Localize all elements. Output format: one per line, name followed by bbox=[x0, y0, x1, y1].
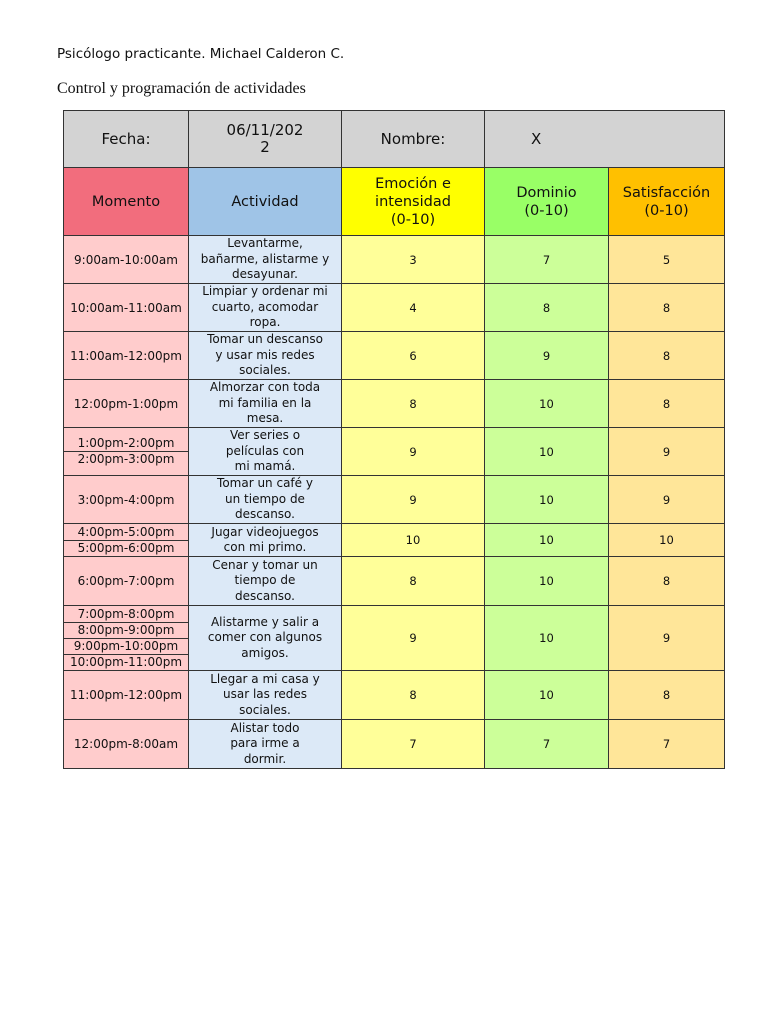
momento-cell bbox=[64, 476, 189, 524]
col-header-momento: Momento bbox=[64, 168, 189, 236]
momento-cell bbox=[64, 720, 189, 769]
table-row bbox=[64, 557, 725, 606]
actividad-line: amigos. bbox=[241, 645, 289, 660]
col-header-dominio-l2: (0-10) bbox=[524, 202, 569, 219]
satisfaccion-score: 8 bbox=[609, 332, 725, 380]
momento-time: 12:00pm-1:00pm bbox=[73, 396, 179, 411]
col-header-satis-l1: Satisfacción bbox=[622, 184, 711, 201]
actividad-line: Tomar un café y bbox=[217, 476, 313, 491]
actividad-line: Jugar videojuegos bbox=[211, 524, 319, 539]
momento-time: 9:00am-10:00am bbox=[74, 252, 178, 267]
actividad-line: mi familia en la bbox=[218, 395, 312, 410]
emocion-score: 8 bbox=[342, 380, 485, 428]
table-row bbox=[64, 428, 725, 476]
actividad-line: bañarme, alistarme y bbox=[200, 251, 330, 266]
actividad-line: cuarto, acomodar bbox=[211, 299, 319, 314]
activity-schedule-table bbox=[63, 110, 725, 769]
actividad-line: sociales. bbox=[239, 363, 291, 378]
actividad-line: ropa. bbox=[249, 315, 281, 330]
momento-time: 4:00pm-5:00pm bbox=[77, 524, 175, 539]
table-row bbox=[64, 524, 725, 557]
momento-time: 5:00pm-6:00pm bbox=[64, 540, 188, 556]
fecha-value-line1: 06/11/202 bbox=[226, 121, 304, 139]
fecha-value bbox=[189, 111, 342, 168]
emocion-score: 9 bbox=[342, 428, 485, 476]
momento-time: 10:00am-11:00am bbox=[70, 300, 182, 315]
fecha-value-line2: 2 bbox=[260, 138, 270, 156]
author-line: Psicólogo practicante. Michael Calderon C. bbox=[57, 46, 345, 62]
momento-time: 2:00pm-3:00pm bbox=[64, 451, 188, 467]
momento-time: 9:00pm-10:00pm bbox=[64, 638, 188, 654]
actividad-line: usar las redes bbox=[222, 687, 308, 702]
document-title: Control y programación de actividades bbox=[57, 80, 306, 97]
momento-time: 1:00pm-2:00pm bbox=[77, 436, 175, 450]
col-header-dominio bbox=[485, 168, 609, 236]
actividad-cell bbox=[189, 606, 342, 671]
momento-time: 8:00pm-9:00pm bbox=[64, 622, 188, 638]
dominio-score: 10 bbox=[485, 606, 609, 671]
col-header-actividad: Actividad bbox=[189, 168, 342, 236]
actividad-line: sociales. bbox=[239, 702, 291, 717]
satisfaccion-score: 9 bbox=[609, 476, 725, 524]
column-header-row bbox=[64, 168, 725, 236]
table-row bbox=[64, 476, 725, 524]
dominio-score: 8 bbox=[485, 284, 609, 332]
satisfaccion-score: 10 bbox=[609, 524, 725, 557]
col-header-emocion-l1: Emoción e bbox=[375, 175, 451, 192]
actividad-cell bbox=[189, 557, 342, 606]
emocion-score: 9 bbox=[342, 476, 485, 524]
momento-time: 11:00pm-12:00pm bbox=[69, 688, 183, 702]
dominio-score: 7 bbox=[485, 236, 609, 284]
satisfaccion-score: 5 bbox=[609, 236, 725, 284]
momento-time: 10:00pm-11:00pm bbox=[64, 654, 188, 670]
momento-cell bbox=[64, 380, 189, 428]
momento-cell bbox=[64, 671, 189, 720]
actividad-line: Levantarme, bbox=[227, 236, 303, 251]
actividad-line: y usar mis redes bbox=[215, 347, 315, 362]
actividad-line: Ver series o bbox=[229, 428, 301, 443]
momento-time: 7:00pm-8:00pm bbox=[77, 606, 175, 621]
dominio-score: 10 bbox=[485, 476, 609, 524]
actividad-cell bbox=[189, 476, 342, 524]
table-row bbox=[64, 380, 725, 428]
col-header-emocion bbox=[342, 168, 485, 236]
momento-cell bbox=[64, 524, 189, 557]
actividad-cell bbox=[189, 332, 342, 380]
actividad-line: mi mamá. bbox=[234, 459, 296, 474]
emocion-score: 8 bbox=[342, 671, 485, 720]
momento-cell bbox=[64, 428, 189, 476]
nombre-value: X bbox=[485, 111, 725, 168]
actividad-cell bbox=[189, 236, 342, 284]
actividad-cell bbox=[189, 671, 342, 720]
dominio-score: 10 bbox=[485, 557, 609, 606]
actividad-line: dormir. bbox=[243, 751, 287, 766]
dominio-score: 9 bbox=[485, 332, 609, 380]
emocion-score: 10 bbox=[342, 524, 485, 557]
actividad-line: desayunar. bbox=[232, 267, 298, 282]
satisfaccion-score: 9 bbox=[609, 606, 725, 671]
emocion-score: 8 bbox=[342, 557, 485, 606]
table-row bbox=[64, 236, 725, 284]
actividad-line: comer con algunos bbox=[207, 630, 323, 645]
dominio-score: 10 bbox=[485, 428, 609, 476]
actividad-cell bbox=[189, 284, 342, 332]
momento-cell bbox=[64, 606, 189, 671]
satisfaccion-score: 8 bbox=[609, 671, 725, 720]
actividad-line: para irme a bbox=[230, 736, 300, 751]
col-header-dominio-l1: Dominio bbox=[516, 184, 577, 201]
actividad-line: películas con bbox=[225, 443, 305, 458]
emocion-score: 9 bbox=[342, 606, 485, 671]
col-header-satisfaccion bbox=[609, 168, 725, 236]
actividad-line: Tomar un descanso bbox=[207, 332, 323, 347]
momento-cell bbox=[64, 557, 189, 606]
actividad-line: Alistar todo bbox=[230, 720, 300, 735]
actividad-line: descanso. bbox=[234, 507, 295, 522]
actividad-line: con mi primo. bbox=[223, 540, 307, 554]
dominio-score: 7 bbox=[485, 720, 609, 769]
actividad-cell bbox=[189, 428, 342, 476]
table-row bbox=[64, 671, 725, 720]
actividad-line: descanso. bbox=[234, 588, 295, 603]
dominio-score: 10 bbox=[485, 524, 609, 557]
momento-time: 11:00am-12:00pm bbox=[70, 348, 182, 363]
actividad-line: Alistarme y salir a bbox=[210, 614, 320, 629]
momento-cell bbox=[64, 236, 189, 284]
emocion-score: 7 bbox=[342, 720, 485, 769]
actividad-line: mesa. bbox=[246, 411, 284, 426]
nombre-label: Nombre: bbox=[342, 111, 485, 168]
col-header-satis-l2: (0-10) bbox=[644, 202, 689, 219]
actividad-line: Almorzar con toda bbox=[209, 380, 321, 395]
emocion-score: 3 bbox=[342, 236, 485, 284]
table-row bbox=[64, 720, 725, 769]
dominio-score: 10 bbox=[485, 671, 609, 720]
emocion-score: 6 bbox=[342, 332, 485, 380]
info-row bbox=[64, 111, 725, 168]
table-row bbox=[64, 284, 725, 332]
actividad-line: Limpiar y ordenar mi bbox=[202, 284, 328, 299]
satisfaccion-score: 8 bbox=[609, 557, 725, 606]
col-header-emocion-l3: (0-10) bbox=[390, 211, 436, 228]
actividad-line: Cenar y tomar un bbox=[212, 557, 318, 572]
momento-time: 6:00pm-7:00pm bbox=[77, 574, 175, 588]
satisfaccion-score: 8 bbox=[609, 284, 725, 332]
actividad-line: tiempo de bbox=[234, 573, 296, 588]
actividad-line: un tiempo de bbox=[225, 491, 305, 506]
satisfaccion-score: 9 bbox=[609, 428, 725, 476]
satisfaccion-score: 7 bbox=[609, 720, 725, 769]
momento-cell bbox=[64, 284, 189, 332]
table-row bbox=[64, 332, 725, 380]
col-header-emocion-l2: intensidad bbox=[375, 193, 451, 210]
actividad-cell bbox=[189, 720, 342, 769]
actividad-cell bbox=[189, 524, 342, 557]
momento-time: 12:00pm-8:00am bbox=[73, 737, 179, 751]
fecha-label: Fecha: bbox=[64, 111, 189, 168]
emocion-score: 4 bbox=[342, 284, 485, 332]
momento-cell bbox=[64, 332, 189, 380]
actividad-cell bbox=[189, 380, 342, 428]
momento-time: 3:00pm-4:00pm bbox=[77, 492, 175, 507]
table-row bbox=[64, 606, 725, 671]
satisfaccion-score: 8 bbox=[609, 380, 725, 428]
dominio-score: 10 bbox=[485, 380, 609, 428]
actividad-line: Llegar a mi casa y bbox=[210, 671, 320, 686]
